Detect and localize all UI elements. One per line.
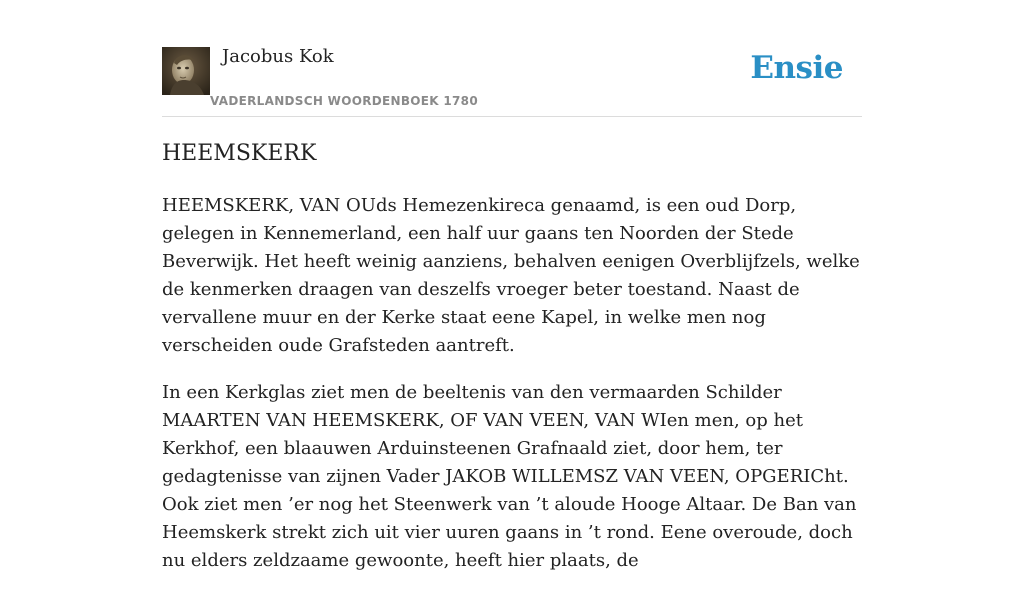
source-label[interactable]: VADERLANDSCH WOORDENBOEK 1780 [210,94,478,108]
author-name[interactable]: Jacobus Kok [222,46,334,67]
article-body [162,192,862,594]
article-paragraph: In een Kerkglas ziet men de beeltenis van den vermaarden Schilder MAARTEN VAN HEEMSKERK, OF VAN VEEN, VAN WIen men, op het Kerkhof, een blaauwen Arduinsteenen Grafnaald ziet, door hem, ter gedagtenisse van zijnen Vader JAKOB WILLEMSZ VAN VEEN, OPGERICht. Ook ziet men ’er nog het Steenwerk van ’t aloude Hooge Altaar. De Ban van Heemskerk strekt zich uit vier uuren gaans in ’t rond. Eene overoude, doch nu elders zeldzaame gewoonte, heeft hier plaats, de [162,382,857,571]
ensie-logo[interactable]: Ensie [750,50,843,86]
page-title: HEEMSKERK [162,141,317,166]
portrait-avatar-icon [162,47,210,95]
article-paragraph: HEEMSKERK, VAN OUds Hemezenkireca genaamd, is een oud Dorp, gelegen in Kennemerland, een half uur gaans ten Noorden der Stede Beverwijk. Het heeft weinig aanziens, behalven eenigen Overblijfzels, welke de kenmerken draagen van deszelfs vroeger beter toestand. Naast de vervallene muur en der Kerke staat eene Kapel, in welke men nog verscheiden oude Grafsteden aantreft. [162,195,860,356]
author-avatar[interactable] [162,47,210,95]
article-header [162,0,862,117]
